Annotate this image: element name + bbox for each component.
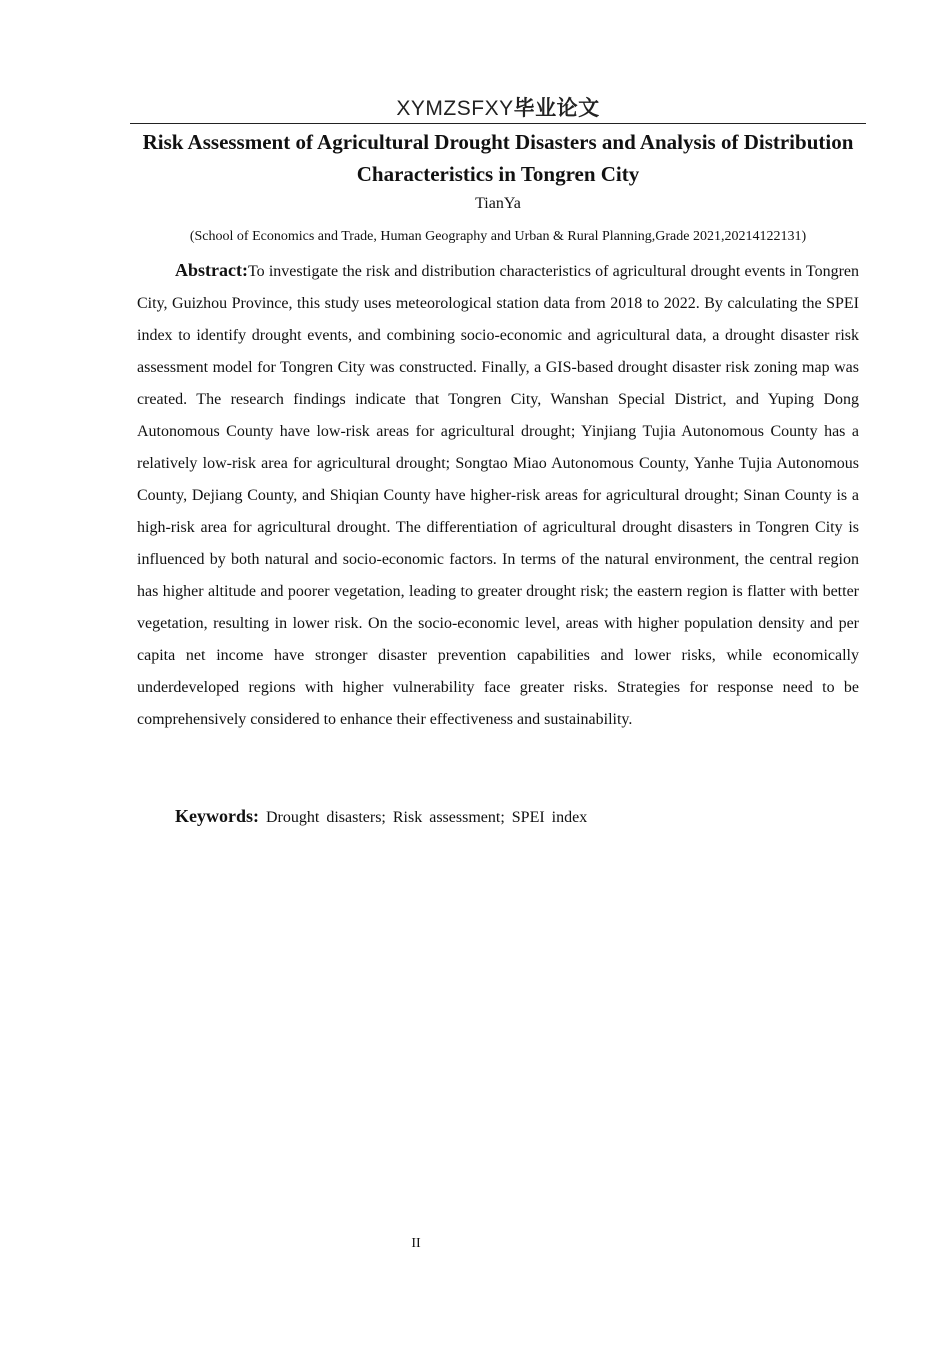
paper-title: Risk Assessment of Agricultural Drought Disasters and Analysis of Distribution Characteristics in Tongren City: [142, 130, 854, 186]
abstract-label: Abstract:: [175, 260, 248, 280]
keywords-paragraph: [137, 800, 859, 834]
keywords-label: Keywords:: [175, 806, 259, 826]
abstract-text: To investigate the risk and distribution characteristics of agricultural drought events in Tongren City, Guizhou Province, this study uses meteorological station data from 2018 to 2022. By calculating the SPEI index to identify drought events, and combining socio-economic and agricultural data, a drought disaster risk assessment model for Tongren City was constructed. Finally, a GIS-based drought disaster risk zoning map was created. The research findings indicate that Tongren City, Wanshan Special District, and Yuping Dong Autonomous County have low-risk areas for agricultural drought; Yinjiang Tujia Autonomous County has a relatively low-risk area for agricultural drought; Songtao Miao Autonomous County, Yanhe Tujia Autonomous County, Dejiang County, and Shiqian County have higher-risk areas for agricultural drought; Sinan County is a high-risk area for agricultural drought. The differentiation of agricultural drought disasters in Tongren City is influenced by both natural and socio-economic factors. In terms of the natural environment, the central region has higher altitude and poorer vegetation, leading to greater drought risk; the eastern region is flatter with better vegetation, resulting in lower risk. On the socio-economic level, areas with higher population density and per capita net income have stronger disaster prevention capabilities and lower risks, while economically underdeveloped regions with higher vulnerability face greater risks. Strategies for response need to be comprehensively considered to enhance their effectiveness and sustainability.: [137, 263, 859, 728]
page-number: II: [411, 1236, 421, 1251]
abstract-paragraph: [137, 254, 859, 736]
running-header: [130, 94, 866, 122]
header-rule: [130, 123, 866, 124]
header-institution: XYMZSFXY: [396, 97, 514, 120]
header-thesis-label: 毕业论文: [513, 96, 600, 120]
author-affiliation: (School of Economics and Trade, Human Geography and Urban & Rural Planning,Grade 2021,20214122131): [189, 229, 807, 244]
author-name: TianYa: [475, 195, 521, 212]
keywords-text: Drought disasters; Risk assessment; SPEI index: [266, 809, 588, 826]
